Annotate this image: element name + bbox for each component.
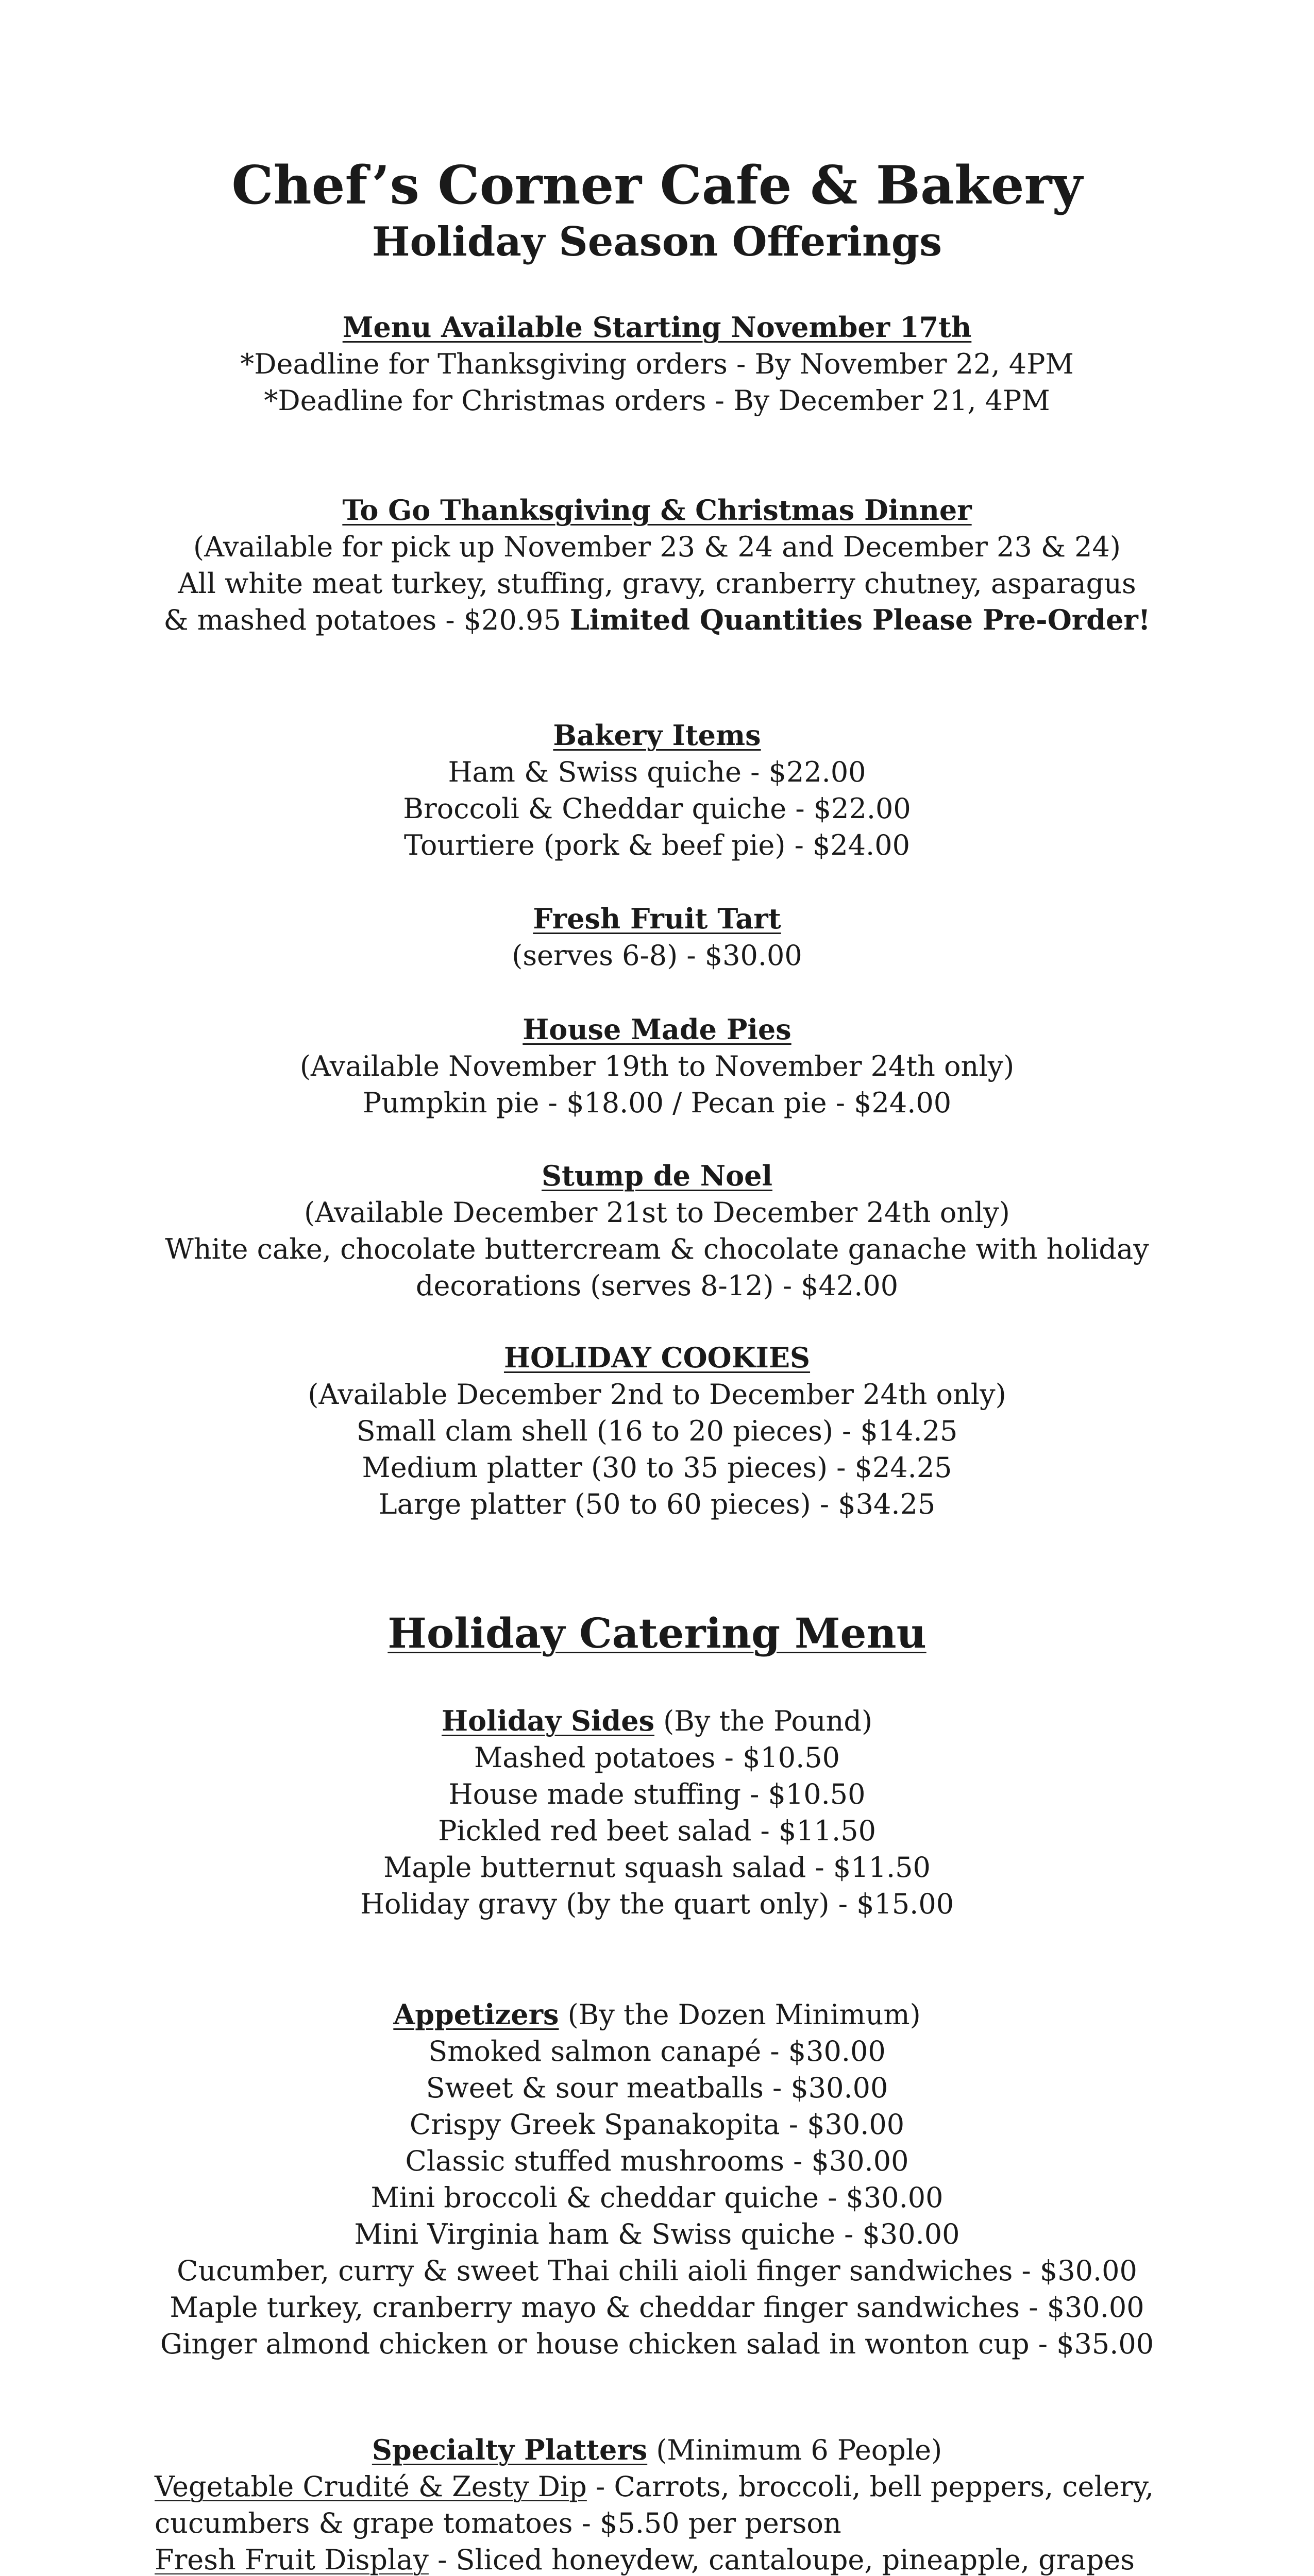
platter-description: - Carrots, broccoli, bell peppers, celery,	[586, 2470, 1154, 2503]
platter-name: Vegetable Crudité & Zesty Dip	[155, 2470, 587, 2503]
pies-availability: (Available November 19th to November 24th only)	[299, 1050, 1015, 1082]
menu-item: Pumpkin pie - $18.00 / Pecan pie - $24.00	[362, 1087, 952, 1119]
appetizers-note: (By the Dozen Minimum)	[559, 1998, 921, 2031]
menu-item: Medium platter (30 to 35 pieces) - $24.25	[362, 1451, 952, 1484]
to-go-pickup: (Available for pick up November 23 & 24 and December 23 & 24)	[193, 531, 1121, 563]
catering-title: Holiday Catering Menu	[388, 1609, 926, 1657]
menu-item: Mashed potatoes - $10.50	[474, 1741, 840, 1774]
to-go-price: & mashed potatoes - $20.95	[163, 604, 570, 636]
platter-item	[155, 2541, 1165, 2576]
menu-item: Broccoli & Cheddar quiche - $22.00	[403, 792, 911, 825]
to-go-section	[0, 492, 1314, 638]
platter-name: Fresh Fruit Display	[155, 2544, 429, 2576]
cafe-name: Chef’s Corner Cafe & Bakery	[231, 155, 1083, 216]
menu-item: Maple turkey, cranberry mayo & cheddar finger sandwiches - $30.00	[170, 2291, 1144, 2324]
appetizers-heading: Appetizers	[393, 1998, 559, 2031]
menu-item: Mini Virginia ham & Swiss quiche - $30.00	[354, 2218, 960, 2250]
platter-price-line: cucumbers & grape tomatoes - $5.50 per person	[155, 2507, 841, 2539]
platters-heading-block	[0, 2432, 1314, 2468]
cookies-section	[0, 1340, 1314, 1522]
header	[0, 155, 1314, 268]
cookies-heading: HOLIDAY COOKIES	[503, 1341, 811, 1374]
cookies-availability: (Available December 2nd to December 24th only)	[308, 1378, 1006, 1411]
menu-item: Holiday gravy (by the quart only) - $15.00	[360, 1888, 954, 1920]
to-go-description: All white meat turkey, stuffing, gravy, cranberry chutney, asparagus	[178, 567, 1136, 600]
menu-item: Sweet & sour meatballs - $30.00	[426, 2072, 888, 2104]
menu-item: Mini broccoli & cheddar quiche - $30.00	[370, 2181, 944, 2214]
christmas-deadline: *Deadline for Christmas orders - By December 21, 4PM	[264, 384, 1050, 417]
to-go-limited-note: Limited Quantities Please Pre-Order!	[569, 603, 1151, 636]
platters-note: (Minimum 6 People)	[647, 2434, 942, 2466]
menu-item: Tourtiere (pork & beef pie) - $24.00	[404, 829, 910, 861]
sides-section	[0, 1703, 1314, 1922]
page-subtitle: Holiday Season Offerings	[372, 218, 942, 265]
menu-item: Large platter (50 to 60 pieces) - $34.25	[378, 1488, 936, 1520]
stump-heading: Stump de Noel	[541, 1159, 773, 1192]
sides-heading: Holiday Sides	[441, 1704, 654, 1737]
platter-item	[155, 2468, 1165, 2541]
platters-heading: Specialty Platters	[372, 2433, 648, 2466]
menu-item: Ginger almond chicken or house chicken salad in wonton cup - $35.00	[160, 2328, 1154, 2360]
menu-item: Cucumber, curry & sweet Thai chili aioli finger sandwiches - $30.00	[177, 2255, 1137, 2287]
bakery-heading: Bakery Items	[553, 719, 761, 752]
menu-item: Smoked salmon canapé - $30.00	[428, 2035, 886, 2067]
pies-section	[0, 1011, 1314, 1121]
menu-item: House made stuffing - $10.50	[448, 1778, 866, 1810]
pies-heading: House Made Pies	[523, 1013, 791, 1046]
catering-title-block	[0, 1607, 1314, 1659]
thanksgiving-deadline: *Deadline for Thanksgiving orders - By November 22, 4PM	[240, 348, 1074, 380]
availability-section	[0, 309, 1314, 419]
platters-list	[155, 2468, 1165, 2576]
to-go-price-line	[0, 602, 1314, 638]
stump-availability: (Available December 21st to December 24th only)	[304, 1196, 1010, 1229]
bakery-section	[0, 717, 1314, 863]
menu-item: White cake, chocolate buttercream & chocolate ganache with holiday	[165, 1233, 1149, 1265]
menu-item: Crispy Greek Spanakopita - $30.00	[409, 2108, 905, 2141]
stump-section	[0, 1158, 1314, 1304]
menu-item: Classic stuffed mushrooms - $30.00	[405, 2145, 909, 2177]
availability-heading: Menu Available Starting November 17th	[342, 311, 972, 344]
menu-item: decorations (serves 8-12) - $42.00	[415, 1269, 899, 1302]
menu-item: Maple butternut squash salad - $11.50	[383, 1851, 931, 1884]
menu-item: (serves 6-8) - $30.00	[512, 939, 802, 972]
to-go-heading: To Go Thanksgiving & Christmas Dinner	[342, 494, 972, 527]
appetizers-section	[0, 1996, 1314, 2362]
menu-item: Ham & Swiss quiche - $22.00	[448, 756, 866, 788]
platter-description: - Sliced honeydew, cantaloupe, pineapple, grapes	[428, 2544, 1135, 2576]
sides-note: (By the Pound)	[654, 1705, 873, 1737]
menu-item: Small clam shell (16 to 20 pieces) - $14.25	[356, 1415, 958, 1447]
menu-item: Pickled red beet salad - $11.50	[438, 1815, 876, 1847]
fruit-tart-heading: Fresh Fruit Tart	[533, 902, 781, 935]
fruit-tart-section	[0, 901, 1314, 974]
